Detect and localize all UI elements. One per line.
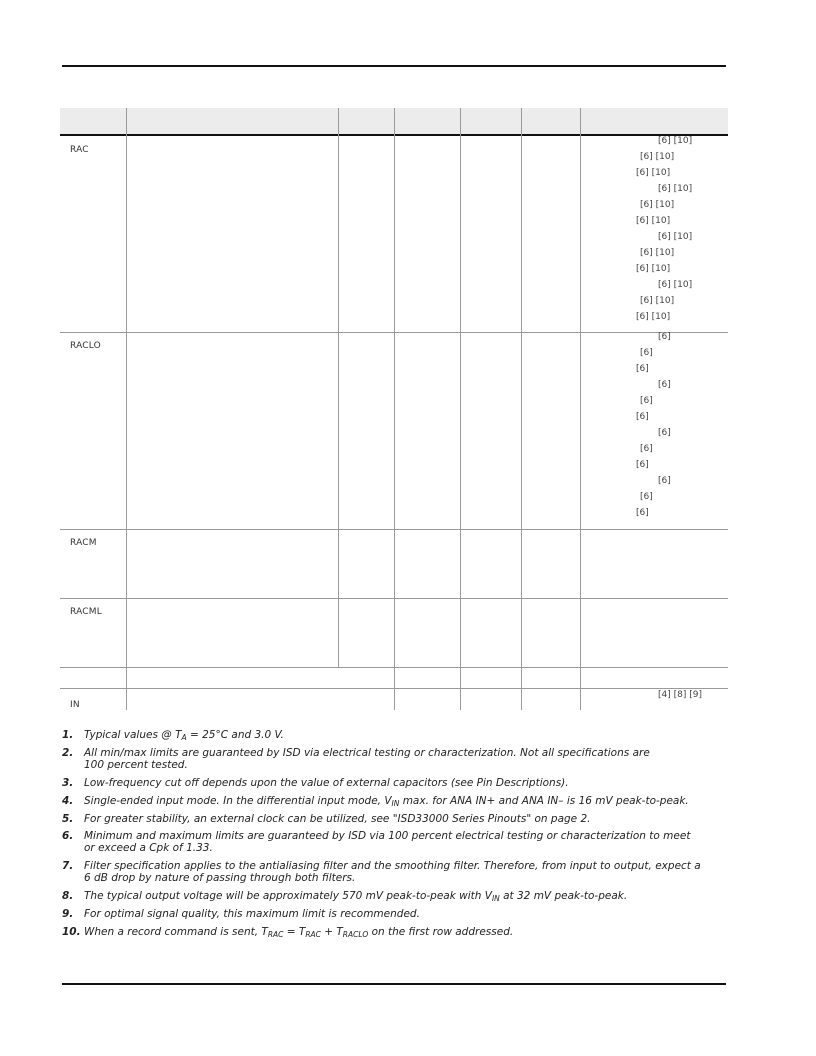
reference-note: [6] [636,364,649,374]
reference-note: [6] [10] [636,264,671,274]
row-divider [60,598,728,599]
column-divider [126,108,127,710]
reference-note: [6] [10] [636,312,671,322]
reference-note: [6] [10] [640,200,675,210]
footnote-text: All min/max limits are guaranteed by ISD via electrical testing or characterization. Not all specifications are 100 percent tested. [84,747,650,771]
footnote-text: Low-frequency cut off depends upon the value of external capacitors (see Pin Descriptions). [84,777,569,789]
footnote-number: 10. [62,926,81,938]
reference-note: [6] [636,412,649,422]
reference-note: [6] [636,460,649,470]
footnote-text: For optimal signal quality, this maximum limit is recommended. [84,908,420,920]
row-parameter: IN [70,700,80,710]
reference-note: [6] [640,396,653,406]
footnote-number: 1. [62,729,74,741]
reference-note: [4] [8] [9] [658,690,702,700]
row-parameter: RACM [70,538,97,548]
spec-table [60,108,728,710]
reference-note: [6] [658,476,671,486]
reference-note: [6] [640,444,653,454]
reference-note: [6] [658,332,671,342]
row-parameter: RACML [70,607,102,617]
reference-note: [6] [10] [658,136,693,146]
reference-note: [6] [10] [636,168,671,178]
footnote-text: Single-ended input mode. In the differential input mode, $V_{IN}$ max. for ANA IN+ and ANA IN– is 16 mV peak-to-peak. [84,795,689,808]
reference-note: [6] [10] [640,248,675,258]
reference-note: [6] [10] [658,232,693,242]
reference-note: [6] [658,428,671,438]
row-divider [60,529,728,530]
footnote-text: For greater stability, an external clock can be utilized, see "ISD33000 Series Pinouts" on page 2. [84,813,591,825]
bottom-rule [62,983,726,985]
footnote-number: 4. [62,795,74,807]
reference-note: [6] [640,492,653,502]
column-divider [394,108,395,710]
reference-note: [6] [640,348,653,358]
column-divider [580,108,581,710]
row-divider [60,667,728,668]
footnote-text: Minimum and maximum limits are guaranteed by ISD via 100 percent electrical testing or characterization to meet or exceed a Cpk of 1.33. [84,830,691,854]
reference-note: [6] [10] [658,184,693,194]
footnote-text: Typical values @ $T_A = 25^\circ C$ and 3.0 V. [84,729,284,742]
column-divider [460,108,461,710]
footnote-number: 9. [62,908,74,920]
footnote-text: The typical output voltage will be approximately 570 mV peak-to-peak with $V_{IN}$ at 32 mV peak-to-peak. [84,890,628,903]
row-divider [60,332,728,333]
row-divider [60,688,728,689]
footnote-text: When a record command is sent, $T_{RAC} = T_{RAC} + T_{RACLO}$ on the first row addressed. [84,926,514,939]
reference-note: [6] [10] [636,216,671,226]
footnote-number: 3. [62,777,74,789]
footnote-number: 8. [62,890,74,902]
reference-note: [6] [658,380,671,390]
footnote-number: 2. [62,747,74,759]
reference-note: [6] [10] [658,280,693,290]
reference-note: [6] [10] [640,296,675,306]
row-parameter: RACLO [70,341,101,351]
footnote-number: 5. [62,813,74,825]
reference-note: [6] [636,508,649,518]
reference-note: [6] [10] [640,152,675,162]
row-parameter: RAC [70,145,89,155]
footnote-number: 7. [62,860,74,872]
footnote-text: Filter specification applies to the antialiasing filter and the smoothing filter. Therefore, from input to output, expect a 6 dB drop by nature of passing through both filters. [84,860,701,884]
column-divider [338,108,339,667]
footnote-number: 6. [62,830,74,842]
top-rule [62,65,726,67]
column-divider [521,108,522,710]
